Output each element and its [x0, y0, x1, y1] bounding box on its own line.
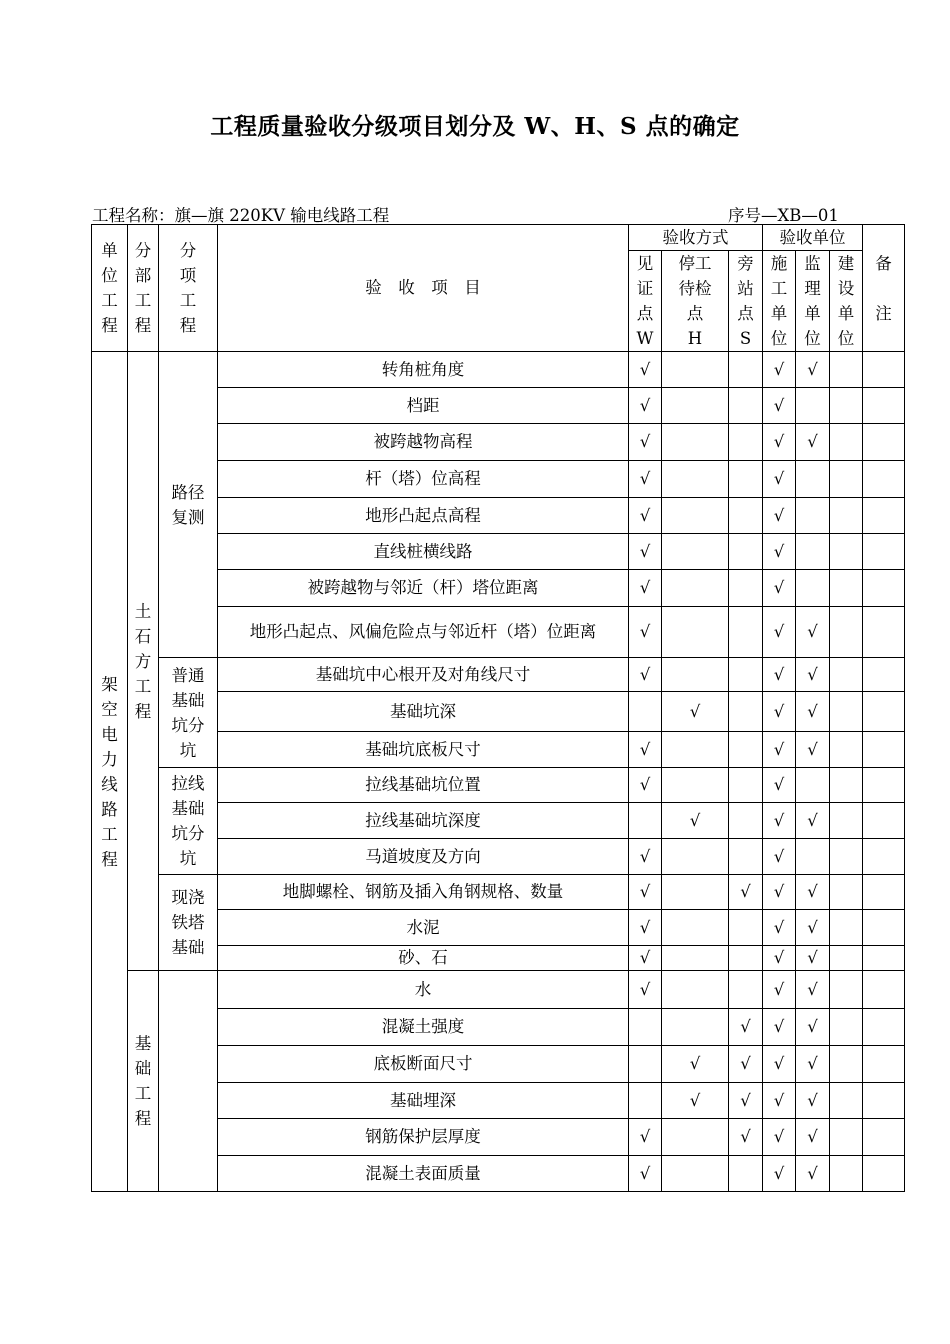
supervision-cell: √	[796, 946, 830, 971]
supervision-cell: √	[796, 1156, 830, 1192]
owner-cell	[830, 768, 863, 803]
supervision-cell: √	[796, 1009, 830, 1046]
remark-cell	[863, 875, 905, 910]
h-cell	[662, 658, 729, 692]
serial-number: 序号—XB—01	[728, 206, 839, 225]
remark-cell	[863, 658, 905, 692]
construction-cell: √	[763, 461, 796, 498]
w-cell: √	[629, 1156, 662, 1192]
item-cell: 基础坑深	[218, 692, 629, 732]
w-cell	[629, 1009, 662, 1046]
remark-cell	[863, 461, 905, 498]
h-cell	[662, 910, 729, 946]
project-name: 工程名称：旗—旗 220KV 输电线路工程	[92, 206, 390, 225]
header-construction: 施 工 单 位	[763, 251, 796, 352]
owner-cell	[830, 658, 863, 692]
h-cell	[662, 971, 729, 1009]
supervision-cell	[796, 388, 830, 424]
w-cell: √	[629, 424, 662, 461]
w-cell: √	[629, 658, 662, 692]
subitem-cell: 拉线 基础 坑分 坑	[159, 768, 218, 875]
h-cell: √	[662, 803, 729, 839]
supervision-cell: √	[796, 692, 830, 732]
s-cell: √	[729, 1119, 763, 1156]
w-cell: √	[629, 498, 662, 534]
header-unit: 单 位 工 程	[92, 225, 128, 352]
owner-cell	[830, 570, 863, 607]
owner-cell	[830, 1156, 863, 1192]
remark-cell	[863, 498, 905, 534]
h-cell: √	[662, 692, 729, 732]
remark-cell	[863, 1009, 905, 1046]
h-cell	[662, 607, 729, 658]
supervision-cell	[796, 461, 830, 498]
s-cell	[729, 768, 763, 803]
remark-cell	[863, 732, 905, 768]
owner-cell	[830, 692, 863, 732]
supervision-cell: √	[796, 875, 830, 910]
construction-cell: √	[763, 768, 796, 803]
s-cell: √	[729, 875, 763, 910]
remark-cell	[863, 570, 905, 607]
item-cell: 基础坑底板尺寸	[218, 732, 629, 768]
subitem-cell: 普通 基础 坑分 坑	[159, 658, 218, 768]
s-cell	[729, 534, 763, 570]
h-cell	[662, 839, 729, 875]
w-cell: √	[629, 607, 662, 658]
s-cell	[729, 570, 763, 607]
construction-cell: √	[763, 1009, 796, 1046]
division-cell: 基 础 工 程	[128, 971, 159, 1192]
s-cell	[729, 388, 763, 424]
construction-cell: √	[763, 971, 796, 1009]
construction-cell: √	[763, 1083, 796, 1119]
remark-cell	[863, 534, 905, 570]
supervision-cell: √	[796, 1046, 830, 1083]
supervision-cell	[796, 534, 830, 570]
supervision-cell	[796, 768, 830, 803]
subitem-cell	[159, 971, 218, 1192]
w-cell	[629, 1083, 662, 1119]
header-s: 旁 站 点 S	[729, 251, 763, 352]
item-cell: 地形凸起点高程	[218, 498, 629, 534]
w-cell	[629, 1046, 662, 1083]
header-owner: 建 设 单 位	[830, 251, 863, 352]
s-cell	[729, 839, 763, 875]
h-cell	[662, 424, 729, 461]
supervision-cell: √	[796, 658, 830, 692]
remark-cell	[863, 352, 905, 388]
remark-cell	[863, 692, 905, 732]
header-method-group: 验收方式	[629, 225, 763, 251]
w-cell: √	[629, 946, 662, 971]
remark-cell	[863, 946, 905, 971]
header-division: 分 部 工 程	[128, 225, 159, 352]
s-cell: √	[729, 1009, 763, 1046]
construction-cell: √	[763, 388, 796, 424]
w-cell: √	[629, 570, 662, 607]
s-cell	[729, 461, 763, 498]
item-cell: 基础埋深	[218, 1083, 629, 1119]
h-cell	[662, 875, 729, 910]
construction-cell: √	[763, 875, 796, 910]
remark-cell	[863, 971, 905, 1009]
remark-cell	[863, 910, 905, 946]
division-cell: 土 石 方 工 程	[128, 352, 159, 971]
table-row	[92, 875, 905, 910]
construction-cell: √	[763, 839, 796, 875]
s-cell: √	[729, 1046, 763, 1083]
item-cell: 直线桩横线路	[218, 534, 629, 570]
h-cell: √	[662, 1083, 729, 1119]
construction-cell: √	[763, 658, 796, 692]
remark-cell	[863, 768, 905, 803]
header-h: 停工 待检 点 H	[662, 251, 729, 352]
item-cell: 档距	[218, 388, 629, 424]
owner-cell	[830, 1046, 863, 1083]
s-cell	[729, 424, 763, 461]
owner-cell	[830, 839, 863, 875]
construction-cell: √	[763, 1119, 796, 1156]
construction-cell: √	[763, 946, 796, 971]
acceptance-table	[91, 224, 905, 1192]
supervision-cell: √	[796, 352, 830, 388]
owner-cell	[830, 424, 863, 461]
construction-cell: √	[763, 607, 796, 658]
h-cell	[662, 352, 729, 388]
s-cell	[729, 971, 763, 1009]
construction-cell: √	[763, 692, 796, 732]
w-cell: √	[629, 875, 662, 910]
w-cell	[629, 692, 662, 732]
construction-cell: √	[763, 732, 796, 768]
supervision-cell: √	[796, 1119, 830, 1156]
s-cell	[729, 498, 763, 534]
s-cell	[729, 803, 763, 839]
supervision-cell	[796, 498, 830, 534]
item-cell: 被跨越物与邻近（杆）塔位距离	[218, 570, 629, 607]
h-cell	[662, 768, 729, 803]
h-cell	[662, 570, 729, 607]
table-row	[92, 658, 905, 692]
s-cell	[729, 607, 763, 658]
construction-cell: √	[763, 534, 796, 570]
supervision-cell: √	[796, 910, 830, 946]
h-cell	[662, 1009, 729, 1046]
item-cell: 转角桩角度	[218, 352, 629, 388]
subitem-cell: 路径 复测	[159, 352, 218, 658]
w-cell: √	[629, 971, 662, 1009]
table-row	[92, 971, 905, 1009]
w-cell: √	[629, 910, 662, 946]
item-cell: 底板断面尺寸	[218, 1046, 629, 1083]
w-cell: √	[629, 839, 662, 875]
h-cell: √	[662, 1046, 729, 1083]
supervision-cell: √	[796, 971, 830, 1009]
item-cell: 砂、石	[218, 946, 629, 971]
remark-cell	[863, 424, 905, 461]
owner-cell	[830, 732, 863, 768]
header-remark: 备 注	[863, 225, 905, 352]
table-row	[92, 352, 905, 388]
item-cell: 混凝土强度	[218, 1009, 629, 1046]
construction-cell: √	[763, 424, 796, 461]
remark-cell	[863, 1083, 905, 1119]
w-cell: √	[629, 352, 662, 388]
w-cell: √	[629, 534, 662, 570]
item-cell: 杆（塔）位高程	[218, 461, 629, 498]
item-cell: 拉线基础坑深度	[218, 803, 629, 839]
supervision-cell: √	[796, 803, 830, 839]
owner-cell	[830, 388, 863, 424]
owner-cell	[830, 1083, 863, 1119]
header-supervision: 监 理 单 位	[796, 251, 830, 352]
owner-cell	[830, 946, 863, 971]
h-cell	[662, 534, 729, 570]
unit-cell: 架 空 电 力 线 路 工 程	[92, 352, 128, 1192]
owner-cell	[830, 607, 863, 658]
item-cell: 地脚螺栓、钢筋及插入角钢规格、数量	[218, 875, 629, 910]
construction-cell: √	[763, 352, 796, 388]
header-row-1	[92, 225, 905, 251]
item-cell: 马道坡度及方向	[218, 839, 629, 875]
w-cell: √	[629, 1119, 662, 1156]
header-item: 验 收 项 目	[218, 225, 629, 352]
h-cell	[662, 498, 729, 534]
remark-cell	[863, 839, 905, 875]
remark-cell	[863, 1156, 905, 1192]
item-cell: 基础坑中心根开及对角线尺寸	[218, 658, 629, 692]
construction-cell: √	[763, 910, 796, 946]
remark-cell	[863, 388, 905, 424]
construction-cell: √	[763, 498, 796, 534]
owner-cell	[830, 498, 863, 534]
subitem-cell: 现浇 铁塔 基础	[159, 875, 218, 971]
s-cell	[729, 1156, 763, 1192]
w-cell: √	[629, 768, 662, 803]
h-cell	[662, 1156, 729, 1192]
h-cell	[662, 946, 729, 971]
w-cell	[629, 803, 662, 839]
construction-cell: √	[763, 1156, 796, 1192]
s-cell	[729, 658, 763, 692]
supervision-cell: √	[796, 607, 830, 658]
header-w: 见 证 点 W	[629, 251, 662, 352]
header-org-group: 验收单位	[763, 225, 863, 251]
owner-cell	[830, 534, 863, 570]
header-subitem: 分 项 工 程	[159, 225, 218, 352]
item-cell: 钢筋保护层厚度	[218, 1119, 629, 1156]
remark-cell	[863, 1046, 905, 1083]
owner-cell	[830, 971, 863, 1009]
remark-cell	[863, 803, 905, 839]
s-cell	[729, 910, 763, 946]
supervision-cell: √	[796, 732, 830, 768]
w-cell: √	[629, 732, 662, 768]
supervision-cell	[796, 839, 830, 875]
construction-cell: √	[763, 803, 796, 839]
supervision-cell: √	[796, 1083, 830, 1119]
item-cell: 被跨越物高程	[218, 424, 629, 461]
remark-cell	[863, 607, 905, 658]
h-cell	[662, 732, 729, 768]
h-cell	[662, 461, 729, 498]
w-cell: √	[629, 461, 662, 498]
supervision-cell	[796, 570, 830, 607]
owner-cell	[830, 910, 863, 946]
s-cell	[729, 692, 763, 732]
h-cell	[662, 1119, 729, 1156]
s-cell	[729, 946, 763, 971]
item-cell: 地形凸起点、风偏危险点与邻近杆（塔）位距离	[218, 607, 629, 658]
item-cell: 水	[218, 971, 629, 1009]
owner-cell	[830, 352, 863, 388]
owner-cell	[830, 875, 863, 910]
item-cell: 混凝土表面质量	[218, 1156, 629, 1192]
w-cell: √	[629, 388, 662, 424]
owner-cell	[830, 1009, 863, 1046]
item-cell: 水泥	[218, 910, 629, 946]
supervision-cell: √	[796, 424, 830, 461]
document-title: 工程质量验收分级项目划分及 W、H、S 点的确定	[210, 113, 740, 140]
h-cell	[662, 388, 729, 424]
s-cell: √	[729, 1083, 763, 1119]
table-row	[92, 768, 905, 803]
owner-cell	[830, 803, 863, 839]
owner-cell	[830, 1119, 863, 1156]
construction-cell: √	[763, 570, 796, 607]
item-cell: 拉线基础坑位置	[218, 768, 629, 803]
owner-cell	[830, 461, 863, 498]
remark-cell	[863, 1119, 905, 1156]
construction-cell: √	[763, 1046, 796, 1083]
s-cell	[729, 352, 763, 388]
s-cell	[729, 732, 763, 768]
